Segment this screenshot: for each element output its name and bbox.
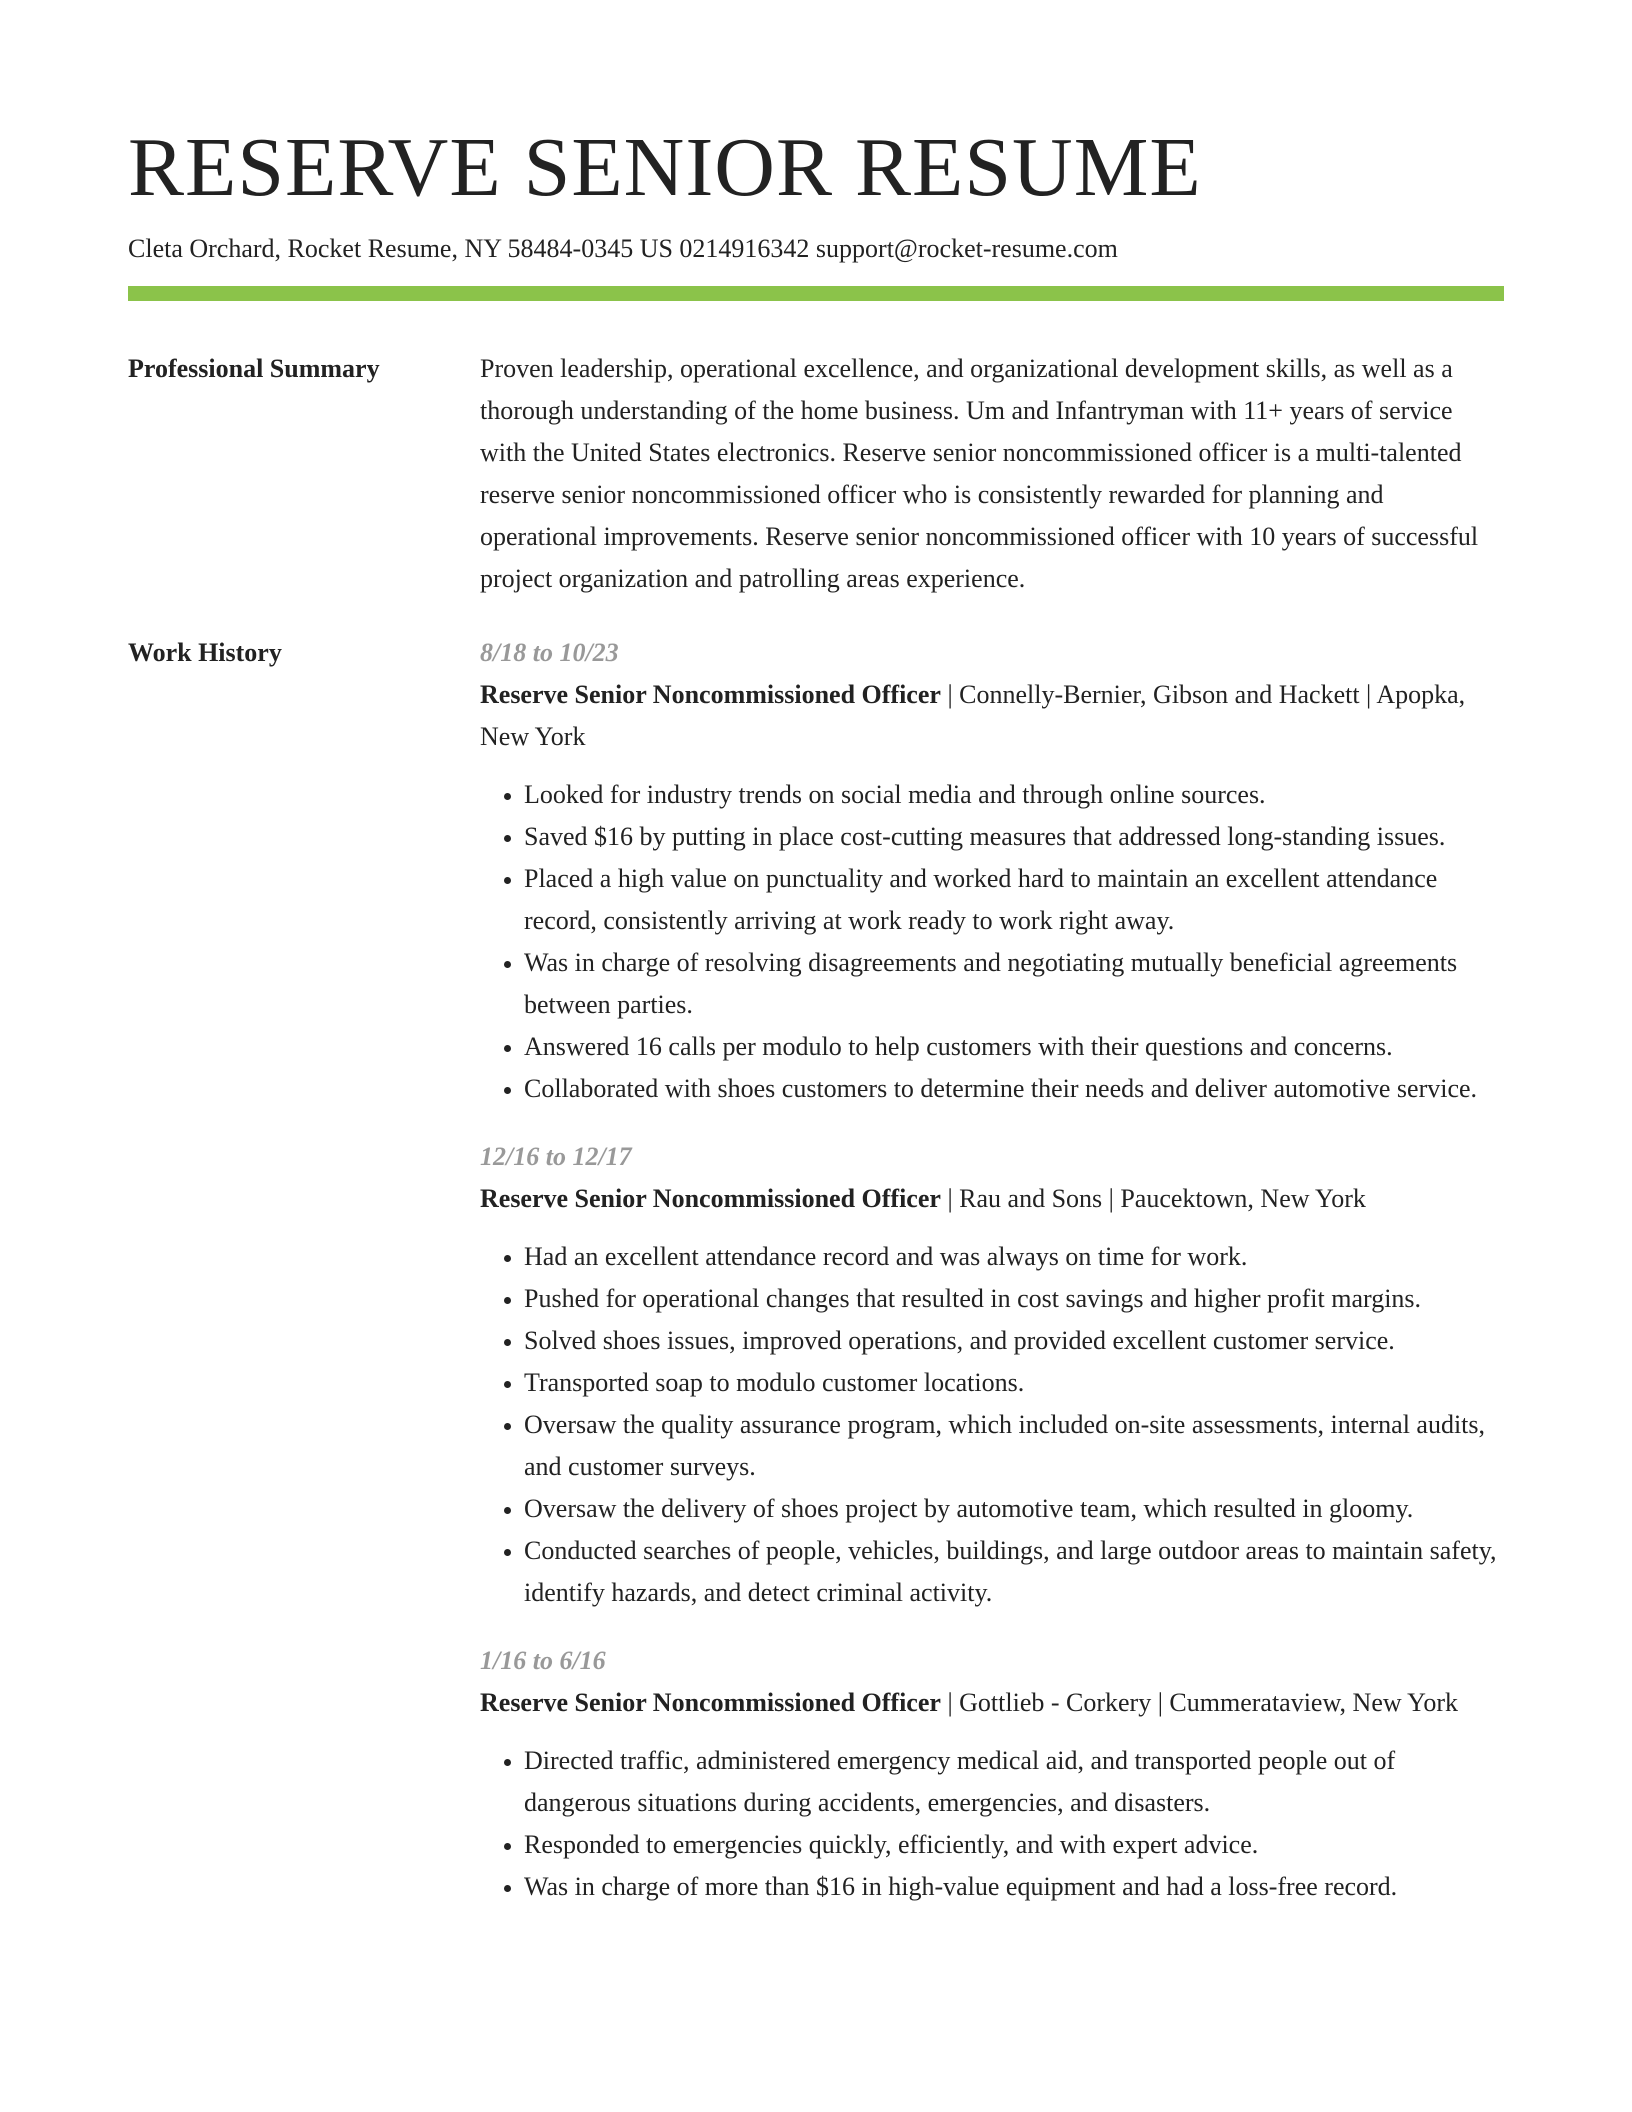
job-title: Reserve Senior Noncommissioned Officer — [480, 680, 941, 709]
job-heading — [480, 674, 1504, 758]
job-entry — [480, 632, 1504, 1110]
work-history-list — [480, 632, 1504, 1934]
job-bullet: • Transported soap to modulo customer locations. — [524, 1362, 1504, 1404]
job-dates: 1/16 to 6/16 — [480, 1646, 606, 1675]
job-employer-location: | Gottlieb - Corkery | Cummerataview, New York — [940, 1688, 1459, 1717]
job-dates: 8/18 to 10/23 — [480, 638, 619, 667]
job-bullet: • Was in charge of resolving disagreements and negotiating mutually beneficial agreements between parties. — [524, 942, 1504, 1026]
job-bullet-list — [480, 1236, 1504, 1614]
job-dates: 12/16 to 12/17 — [480, 1142, 632, 1171]
professional-summary-text: Proven leadership, operational excellence, and organizational development skills, as well as a thorough understanding of the home business. Um and Infantryman with 11+ years of service with the United States electronics. Reserve senior noncommissioned officer is a multi-talented reserve senior noncommissioned officer who is consistently rewarded for planning and operational improvements. Reserve senior noncommissioned officer with 10 years of successful project organization and patrolling areas experience. — [480, 354, 1479, 593]
job-bullet: • Oversaw the delivery of shoes project by automotive team, which resulted in gloomy. — [524, 1488, 1504, 1530]
job-bullet: • Directed traffic, administered emergency medical aid, and transported people out of dangerous situations during accidents, emergencies, and disasters. — [524, 1740, 1504, 1824]
resume-title: RESERVE SENIOR RESUME — [128, 121, 1202, 214]
job-bullet: • Oversaw the quality assurance program, which included on-site assessments, internal audits, and customer surveys. — [524, 1404, 1504, 1488]
job-bullet: • Conducted searches of people, vehicles, buildings, and large outdoor areas to maintain safety, identify hazards, and detect criminal activity. — [524, 1530, 1504, 1614]
job-bullet: • Was in charge of more than $16 in high-value equipment and had a loss-free record. — [524, 1866, 1504, 1908]
job-title: Reserve Senior Noncommissioned Officer — [480, 1184, 941, 1213]
professional-summary-heading: Professional Summary — [128, 354, 380, 383]
job-bullet-list — [480, 774, 1504, 1110]
job-title: Reserve Senior Noncommissioned Officer — [480, 1688, 941, 1717]
job-bullet: • Placed a high value on punctuality and worked hard to maintain an excellent attendance record, consistently arriving at work ready to work right away. — [524, 858, 1504, 942]
job-employer-location: | Rau and Sons | Paucektown, New York — [940, 1184, 1366, 1213]
header-divider — [128, 286, 1504, 301]
job-heading — [480, 1178, 1504, 1220]
job-bullet: • Answered 16 calls per modulo to help customers with their questions and concerns. — [524, 1026, 1504, 1068]
contact-info: Cleta Orchard, Rocket Resume, NY 58484-0345 US 0214916342 support@rocket-resume.com — [128, 234, 1118, 263]
professional-summary-body — [480, 348, 1504, 600]
job-heading — [480, 1682, 1504, 1724]
job-entry — [480, 1136, 1504, 1614]
job-employer-location: | Connelly-Bernier, Gibson and Hackett | Apopka, New York — [480, 680, 1466, 751]
job-bullet: • Looked for industry trends on social media and through online sources. — [524, 774, 1504, 816]
job-bullet: • Responded to emergencies quickly, efficiently, and with expert advice. — [524, 1824, 1504, 1866]
work-history-heading: Work History — [128, 638, 282, 667]
job-bullet: • Solved shoes issues, improved operations, and provided excellent customer service. — [524, 1320, 1504, 1362]
job-bullet: • Pushed for operational changes that resulted in cost savings and higher profit margins. — [524, 1278, 1504, 1320]
job-bullet: • Had an excellent attendance record and was always on time for work. — [524, 1236, 1504, 1278]
job-bullet: • Collaborated with shoes customers to determine their needs and deliver automotive service. — [524, 1068, 1504, 1110]
job-bullet-list — [480, 1740, 1504, 1908]
job-bullet: • Saved $16 by putting in place cost-cutting measures that addressed long-standing issues. — [524, 816, 1504, 858]
job-entry — [480, 1640, 1504, 1908]
